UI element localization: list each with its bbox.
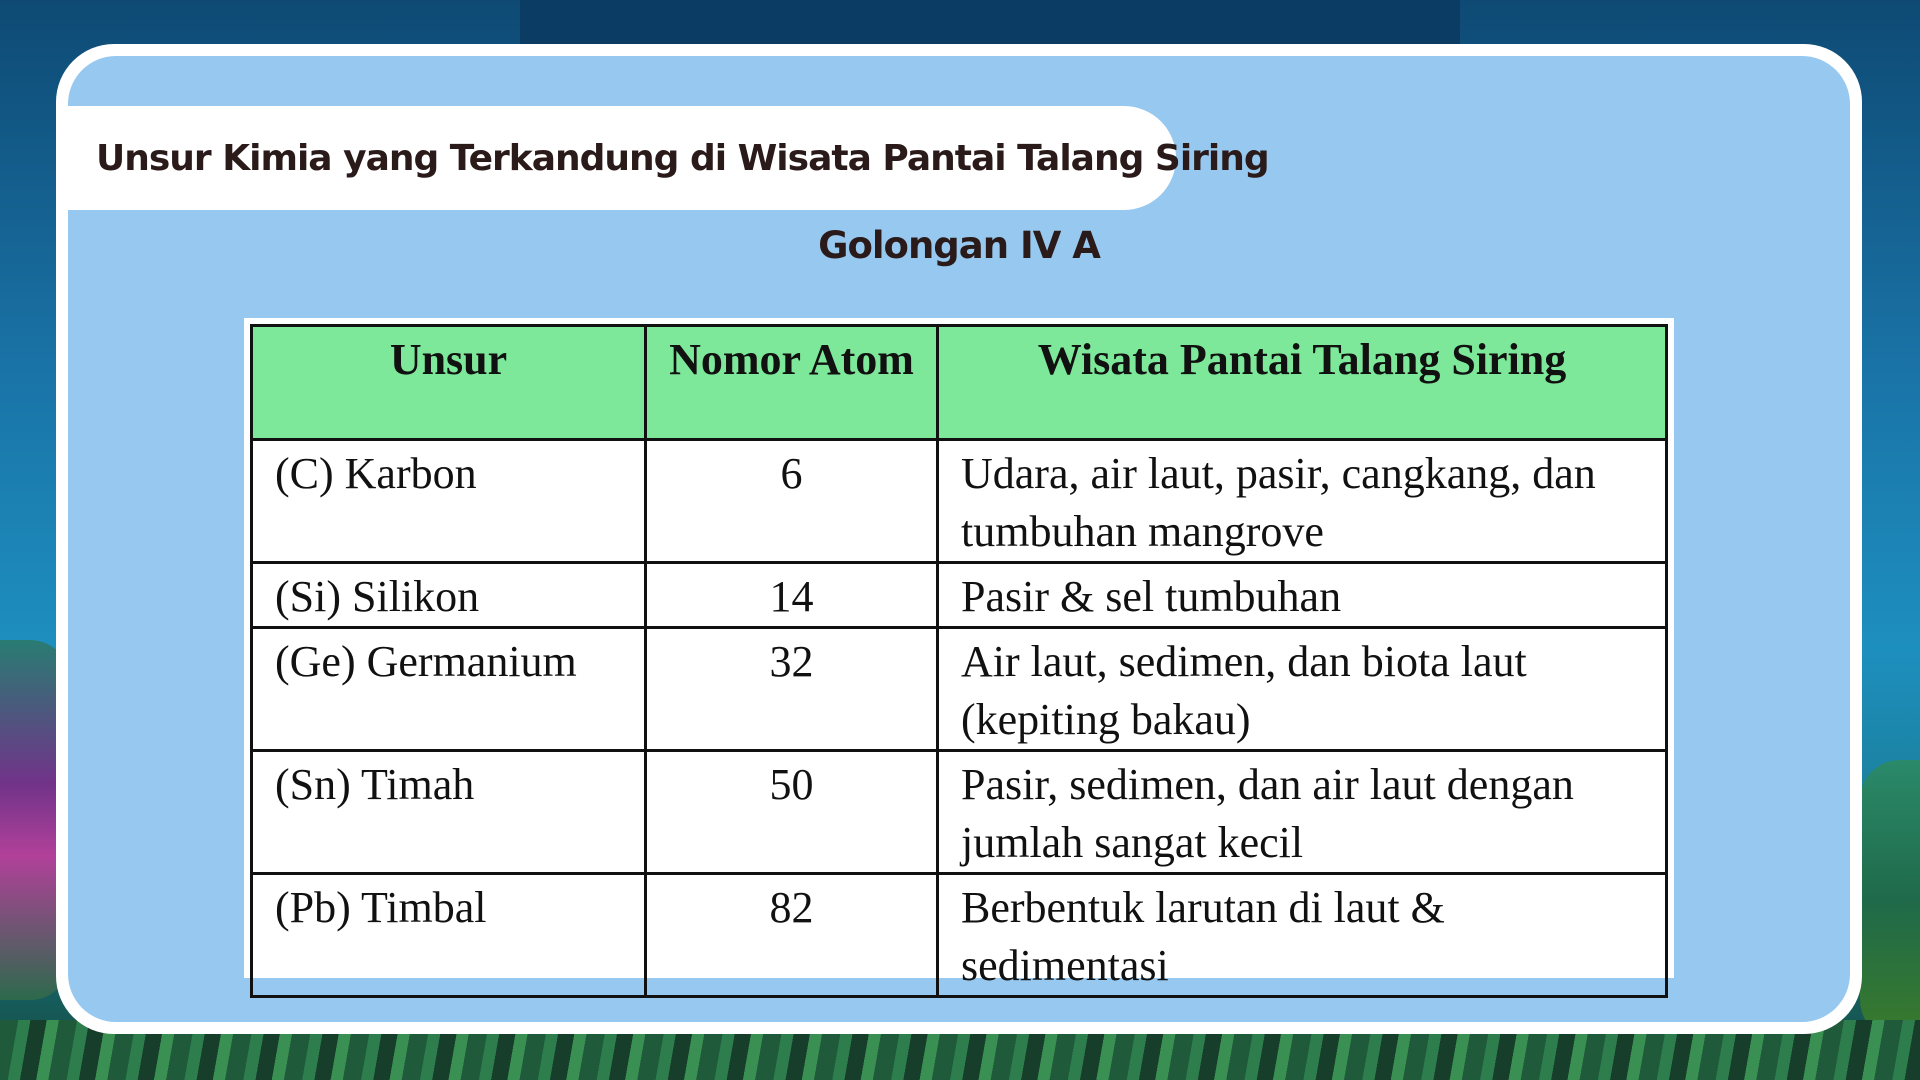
table-row (252, 751, 1667, 874)
cell-unsur: (Pb) Timbal (252, 874, 646, 997)
slide-panel (68, 56, 1850, 1022)
cell-nomor-atom: 32 (646, 628, 938, 751)
cell-nomor-atom: 6 (646, 440, 938, 563)
elements-table (250, 324, 1668, 998)
cell-lokasi: Udara, air laut, pasir, cangkang, dan tumbuhan mangrove (938, 440, 1667, 563)
cell-nomor-atom: 82 (646, 874, 938, 997)
cell-unsur: (Ge) Germanium (252, 628, 646, 751)
cell-nomor-atom: 50 (646, 751, 938, 874)
title-banner (68, 106, 1269, 210)
elements-table-container (244, 318, 1674, 990)
background-seaweed (1860, 760, 1920, 1040)
table-row (252, 563, 1667, 628)
table-row (252, 874, 1667, 997)
slide-subtitle: Golongan IV A (818, 224, 1100, 267)
cell-unsur: (Si) Silikon (252, 563, 646, 628)
background-top-band (520, 0, 1460, 50)
cell-nomor-atom: 14 (646, 563, 938, 628)
table-row (252, 440, 1667, 563)
cell-lokasi: Pasir, sedimen, dan air laut dengan jumlah sangat kecil (938, 751, 1667, 874)
header-nomor-atom: Nomor Atom (646, 326, 938, 440)
cell-lokasi: Air laut, sedimen, dan biota laut (kepiting bakau) (938, 628, 1667, 751)
header-lokasi: Wisata Pantai Talang Siring (938, 326, 1667, 440)
table-header-row (252, 326, 1667, 440)
cell-unsur: (C) Karbon (252, 440, 646, 563)
cell-unsur: (Sn) Timah (252, 751, 646, 874)
header-unsur: Unsur (252, 326, 646, 440)
cell-lokasi: Berbentuk larutan di laut & sedimentasi (938, 874, 1667, 997)
cell-lokasi: Pasir & sel tumbuhan (938, 563, 1667, 628)
table-row (252, 628, 1667, 751)
slide-card (56, 44, 1862, 1034)
slide-title: Unsur Kimia yang Terkandung di Wisata Pantai Talang Siring (96, 137, 1269, 179)
